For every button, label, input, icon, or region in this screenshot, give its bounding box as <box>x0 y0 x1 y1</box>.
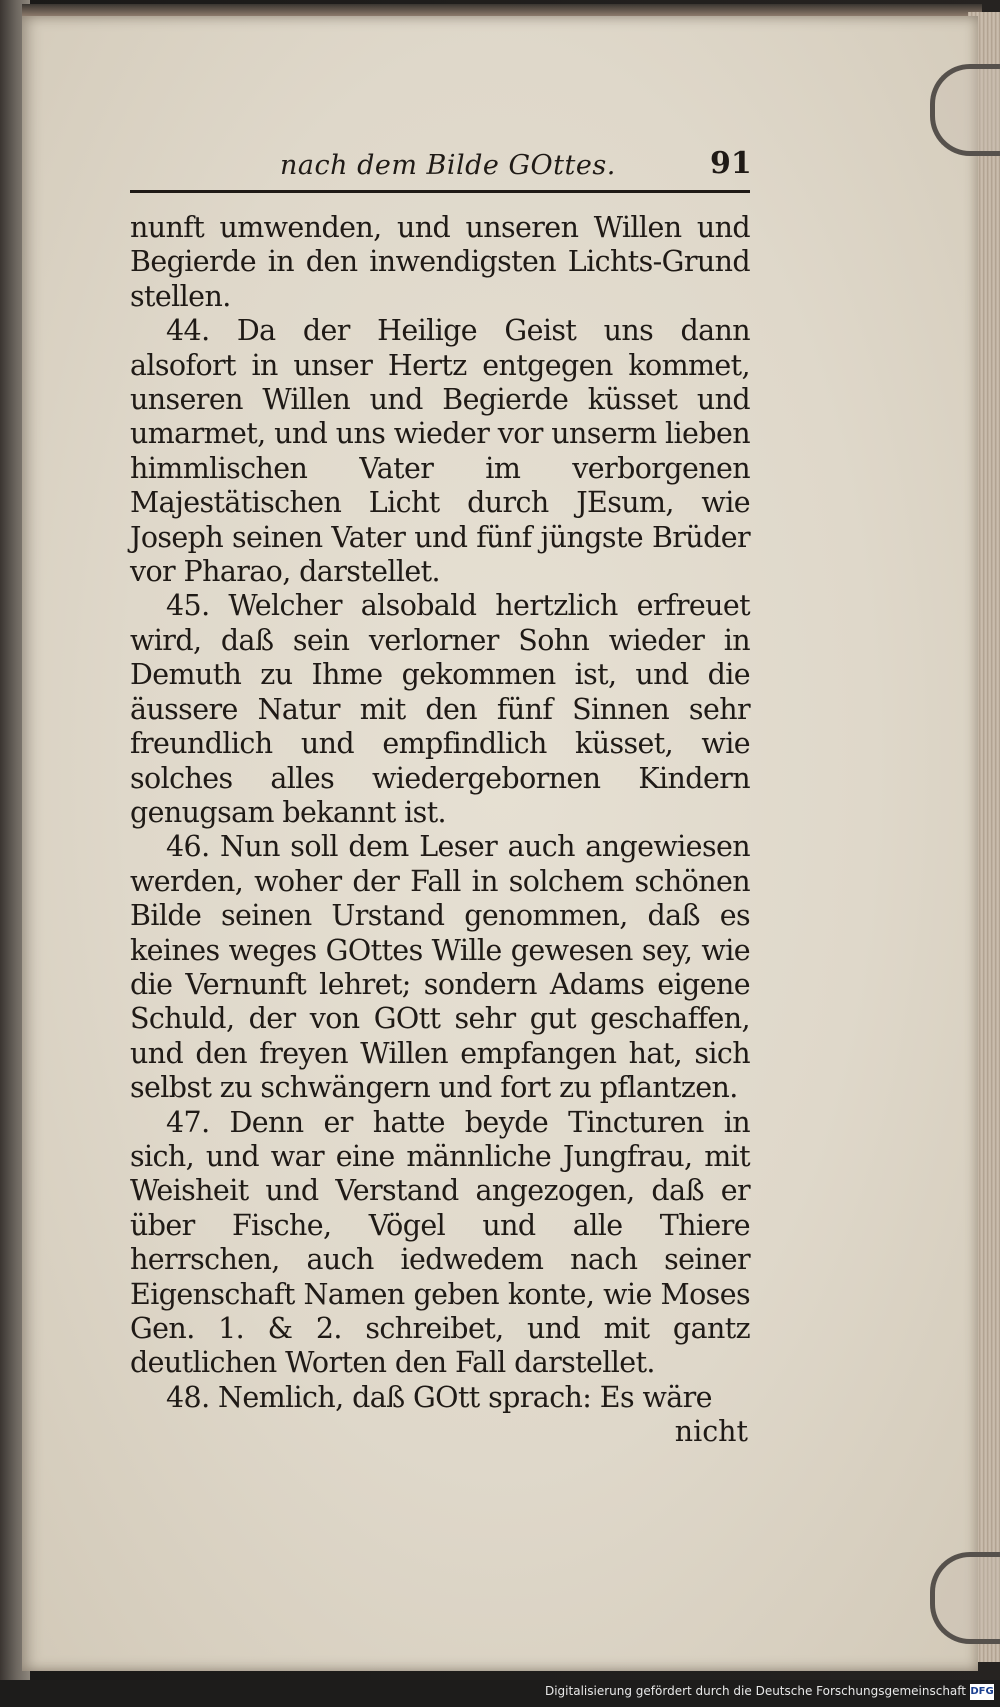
running-head <box>130 146 752 186</box>
page-clip-top <box>930 64 1000 156</box>
page-clip-bottom <box>930 1552 1000 1644</box>
paragraph-continuation: nunft umwenden, und unseren Willen und Begierde in den inwendigsten Lichts-Grund stellen. <box>130 211 750 313</box>
page-content <box>130 146 752 1449</box>
head-rule <box>130 190 750 197</box>
running-head-title: nach dem Bilde GOttes. <box>280 150 616 181</box>
dfg-logo: DFG <box>970 1684 994 1700</box>
footer-bar <box>0 1680 1000 1707</box>
page-number: 91 <box>710 146 752 181</box>
paragraph-47: 47. Denn er hatte beyde Tincturen in sich, und war eine männliche Jungfrau, mit Weisheit und Verstand angezogen, daß er über Fische, Vögel und alle Thiere herrschen, auch iedwedem nach seiner Eigenschaft Namen geben konte, wie Moses Gen. 1. & 2. schreibet, und mit gantz deutlichen Worten den Fall darstellet. <box>130 1105 750 1380</box>
paragraph-45: 45. Welcher alsobald hertzlich erfreuet wird, daß sein verlorner Sohn wieder in Demuth zu Ihme gekommen ist, und die äussere Natur mit den fünf Sinnen sehr freundlich und empfindlich küsset, wie solches alles wiedergebornen Kindern genugsam bekannt ist. <box>130 589 750 829</box>
body-text <box>130 211 750 1415</box>
paragraph-46: 46. Nun soll dem Leser auch angewiesen werden, woher der Fall in solchem schönen Bilde seinen Urstand genommen, daß es keines weges GOttes Wille gewesen sey, wie die Vernunft lehret; sondern Adams eigene Schuld, der von GOtt sehr gut geschaffen, und den freyen Willen empfangen hat, sich selbst zu schwängern und fort zu pflantzen. <box>130 830 750 1105</box>
catchword: nicht <box>674 1415 748 1449</box>
paragraph-44: 44. Da der Heilige Geist uns dann alsofort in unser Hertz entgegen kommet, unseren Willen und Begierde küsset und umarmet, und uns wieder vor unserm lieben himmlischen Vater im verborgenen Majestätischen Licht durch JEsum, wie Joseph seinen Vater und fünf jüngste Brüder vor Pharao, darstellet. <box>130 314 750 589</box>
previous-page-edge-marks <box>4 180 20 540</box>
paragraph-48: 48. Nemlich, daß GOtt sprach: Es wäre <box>166 1380 712 1414</box>
funding-credit: Digitalisierung gefördert durch die Deutsche Forschungsgemeinschaft <box>544 1684 966 1698</box>
